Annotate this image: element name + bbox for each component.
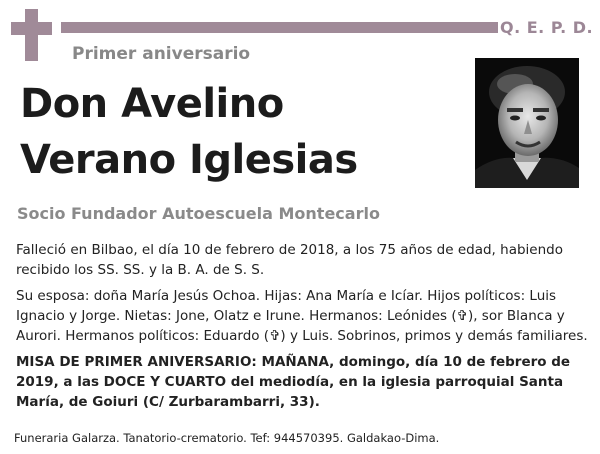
- header-bar: [61, 22, 498, 33]
- obituary-body: [16, 240, 590, 418]
- mass-paragraph: MISA DE PRIMER ANIVERSARIO: MAÑANA, domingo, día 10 de febrero de 2019, a las DOCE Y CUARTO del mediodía, en la iglesia parroquial Santa María, de Goiuri (C/ Zurbarambarri, 33).: [16, 354, 571, 410]
- deceased-title: Socio Fundador Autoescuela Montecarlo: [17, 204, 380, 223]
- family-paragraph: Su esposa: doña María Jesús Ochoa. Hijas: Ana María e Icíar. Hijos políticos: Luis Ignacio y Jorge. Nietas: Jone, Olatz e Irune. Hermanos: Leónides (✞), sor Blanca y Aurori. Hermanos políticos: Eduardo (✞) y Luis. Sobrinos, primos y demás familiares.: [16, 288, 588, 344]
- name-line-2: Verano Iglesias: [20, 137, 358, 183]
- funeral-home-footer: Funeraria Galarza. Tanatorio-crematorio. Tef: 944570395. Galdakao-Dima.: [14, 431, 440, 445]
- death-paragraph: Falleció en Bilbao, el día 10 de febrero de 2018, a los 75 años de edad, habiendo recibido los SS. SS. y la B. A. de S. S.: [16, 242, 563, 278]
- anniversary-label: Primer aniversario: [72, 44, 251, 64]
- deceased-name: [20, 76, 358, 188]
- portrait-photo: [475, 58, 579, 188]
- name-line-1: Don Avelino: [20, 81, 284, 127]
- cross-icon-horizontal: [11, 22, 52, 35]
- cross-icon-vertical: [25, 9, 38, 61]
- qepd-label: Q. E. P. D.: [500, 18, 594, 37]
